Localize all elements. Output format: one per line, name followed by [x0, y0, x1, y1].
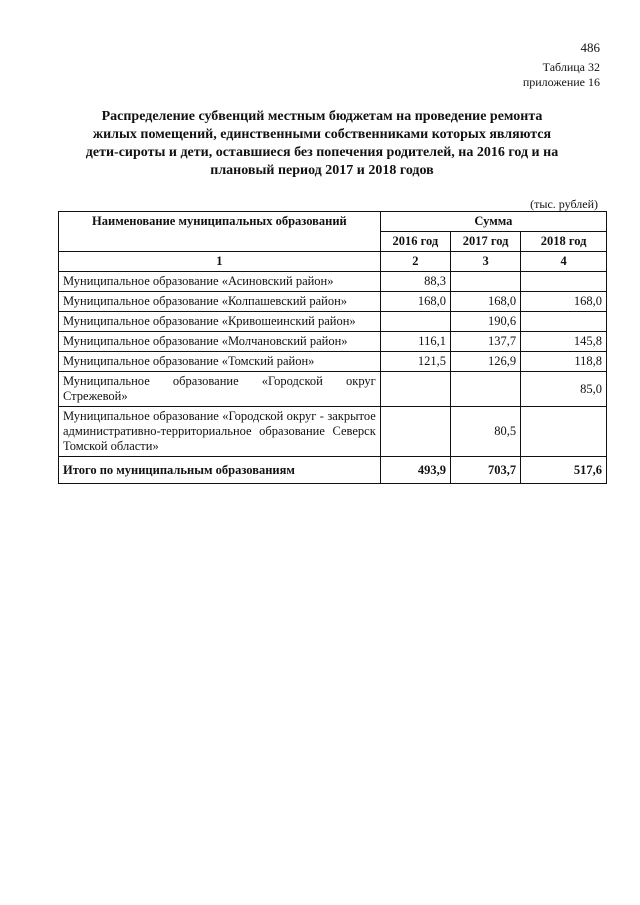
header-year-2016: 2016 год	[380, 232, 450, 252]
header-name-column: Наименование муниципальных образований	[59, 212, 381, 252]
value-2018	[521, 407, 607, 457]
index-cell: 3	[450, 252, 520, 272]
value-2017	[450, 272, 520, 292]
value-2018: 85,0	[521, 372, 607, 407]
header-year-2017: 2017 год	[450, 232, 520, 252]
total-2018: 517,6	[521, 457, 607, 484]
value-2018: 118,8	[521, 352, 607, 372]
value-2017: 137,7	[450, 332, 520, 352]
index-cell: 1	[59, 252, 381, 272]
municipality-name: Муниципальное образование «Кривошеинский район»	[59, 312, 381, 332]
page-number: 486	[580, 40, 600, 55]
table-row	[59, 292, 607, 312]
municipality-name: Муниципальное образование «Молчановский район»	[59, 332, 381, 352]
municipality-name: Муниципальное образование «Асиновский район»	[59, 272, 381, 292]
table-row	[59, 312, 607, 332]
value-2016: 116,1	[380, 332, 450, 352]
municipality-name: Муниципальное образование «Колпашевский район»	[59, 292, 381, 312]
total-2016: 493,9	[380, 457, 450, 484]
value-2018: 145,8	[521, 332, 607, 352]
document-title: Распределение субвенций местным бюджетам на проведение ремонта жилых помещений, единственными собственниками которых являются дети-сироты и дети, оставшиеся без попечения родителей, на 2016 год и на плановый период 2017 и 2018 годов	[85, 109, 559, 178]
table-reference	[523, 60, 600, 90]
table-label: Таблица 32	[542, 60, 600, 74]
value-2016: 88,3	[380, 272, 450, 292]
table-total-row	[59, 457, 607, 484]
distribution-table	[58, 211, 607, 484]
table-index-row	[59, 252, 607, 272]
appendix-label: приложение 16	[522, 75, 600, 89]
table-row	[59, 272, 607, 292]
index-cell: 2	[380, 252, 450, 272]
header-year-2018: 2018 год	[521, 232, 607, 252]
index-cell: 4	[521, 252, 607, 272]
value-2018	[521, 272, 607, 292]
table-row	[59, 332, 607, 352]
value-2018: 168,0	[521, 292, 607, 312]
value-2016: 168,0	[380, 292, 450, 312]
municipality-name: Муниципальное образование «Городской округ - закрытое административно-территориальное образование Северск Томской области»	[59, 407, 381, 457]
table-row	[59, 372, 607, 407]
value-2016	[380, 407, 450, 457]
table-row	[59, 352, 607, 372]
value-2017: 168,0	[450, 292, 520, 312]
value-2016	[380, 372, 450, 407]
table-row	[59, 407, 607, 457]
total-2017: 703,7	[450, 457, 520, 484]
value-2016	[380, 312, 450, 332]
municipality-name: Муниципальное образование «Томский район»	[59, 352, 381, 372]
table-header-row	[59, 212, 607, 232]
value-2017: 190,6	[450, 312, 520, 332]
municipality-name: Муниципальное образование «Городской округ Стрежевой»	[59, 372, 381, 407]
total-label: Итого по муниципальным образованиям	[59, 457, 381, 484]
units-label: (тыс. рублей)	[530, 197, 598, 211]
value-2017: 80,5	[450, 407, 520, 457]
value-2018	[521, 312, 607, 332]
value-2017	[450, 372, 520, 407]
value-2017: 126,9	[450, 352, 520, 372]
value-2016: 121,5	[380, 352, 450, 372]
header-sum-column: Сумма	[380, 212, 606, 232]
